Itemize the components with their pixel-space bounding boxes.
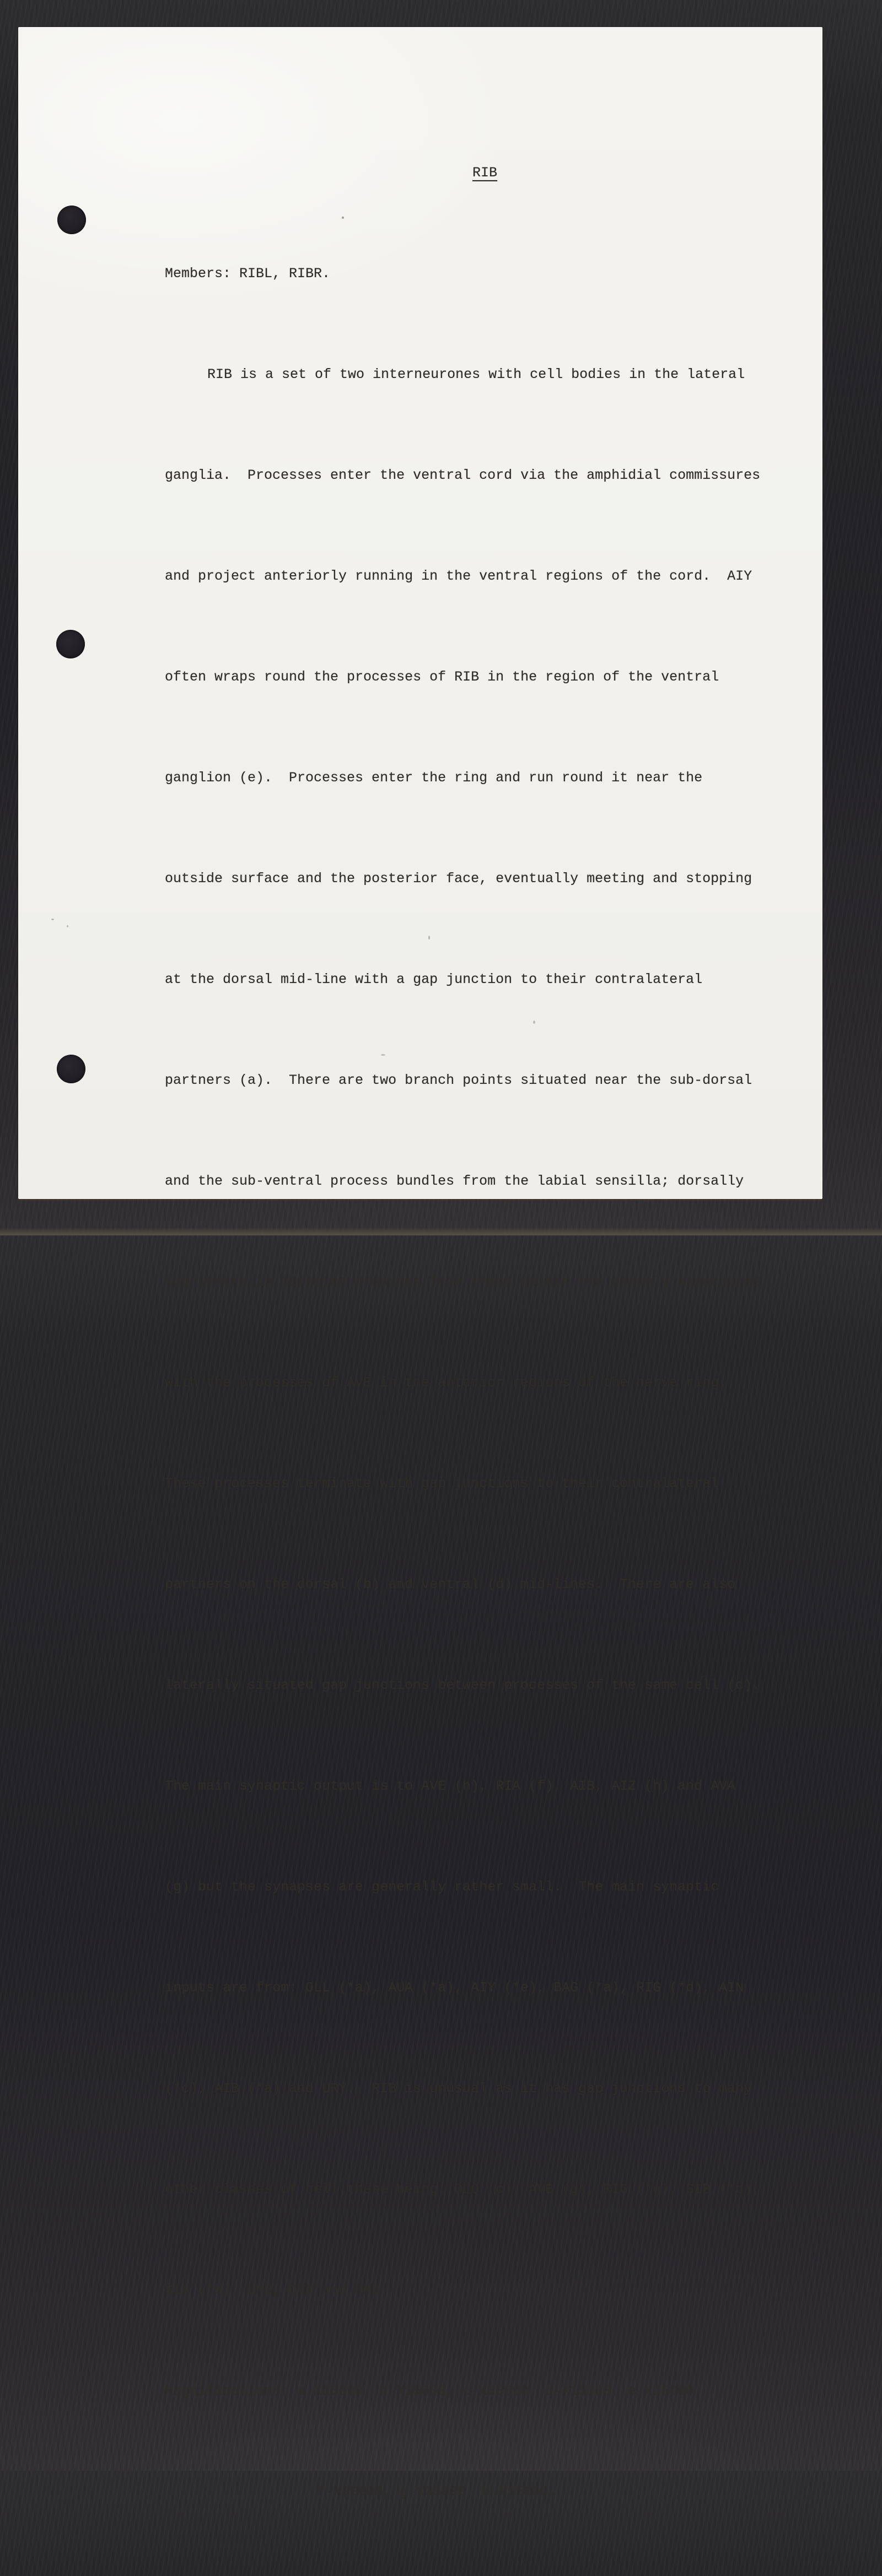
paragraph-line: other classes of cell these being: OLQ (c), AVB (g), RIG (*g), SIB (*c), <box>165 2181 761 2197</box>
page-title: RIB <box>472 165 498 181</box>
punch-hole-top <box>57 206 86 234</box>
paragraph-line: inputs are from: OLL (*a), AUA (*a), AIY (*e), BAG (*a), RIG (*d), AIN <box>165 1980 744 1996</box>
paragraph-line: (g) but the synapses are generally rather small. The main synaptic <box>165 1879 719 1895</box>
scan-speck <box>67 925 68 927</box>
punch-hole-middle <box>56 630 85 658</box>
document-text-block <box>165 190 815 2576</box>
members-line: Members: RIBL, RIBR. <box>165 266 331 282</box>
paragraph-line: These processes terminate with gap junctions to their contralateral <box>165 1476 719 1492</box>
paragraph-line: partners (a). There are two branch points situated near the sub-dorsal <box>165 1072 752 1088</box>
scan-speck <box>428 936 430 939</box>
paragraph-line: and project anteriorly running in the ventral regions of the cord. AIY <box>165 568 752 584</box>
paragraph-line: partners on the dorsal (b) and ventral (d) mid-lines. There are also <box>165 1576 736 1592</box>
scanner-bed-edge <box>0 1228 882 1235</box>
scan-speck <box>51 919 54 920</box>
scan-speck <box>381 1054 385 1056</box>
paragraph-line: with the processes of AVE in the anterior regions of the nerve ring. <box>165 1375 728 1391</box>
magnifications-line-2: f-X30000, g-X30000, h-X15000. <box>317 2484 557 2500</box>
magnifications-line-1: Magnifications: a-X15000, b-X15000, c-X30000, d-X15000, e-X15000, <box>165 2383 703 2399</box>
scan-speck <box>533 1020 535 1024</box>
paragraph-line: SIA (*a), SMB, DVB and SMD. <box>165 2282 389 2298</box>
paragraph-line: often wraps round the processes of RIB in the region of the ventral <box>165 669 719 685</box>
paragraph-line: and ventrally directed branches from these points run closely associated <box>165 1274 761 1290</box>
paragraph-line: (*c), AIB (*a) and URY. RIB is unusual as it has gap junctions to many <box>165 2081 752 2097</box>
paragraph-line: at the dorsal mid-line with a gap junction to their contralateral <box>165 971 703 987</box>
paragraph-line: and the sub-ventral process bundles from the labial sensilla; dorsally <box>165 1173 744 1189</box>
scan-speck <box>342 217 344 219</box>
paragraph-line: outside surface and the posterior face, eventually meeting and stopping <box>165 871 752 887</box>
paragraph-line: The main synaptic output is to AVE (h), RIA (f), AIB, AIZ (h) and AVA <box>165 1778 736 1794</box>
paragraph-line: laterally situated gap junctions between processes of the same cell (c). <box>165 1677 761 1693</box>
paragraph-line: RIB is a set of two interneurones with cell bodies in the lateral <box>207 366 745 382</box>
paragraph-line: ganglion (e). Processes enter the ring and run round it near the <box>165 770 703 786</box>
paragraph-line: ganglia. Processes enter the ventral cord via the amphidial commissures <box>165 467 761 483</box>
document-page <box>18 27 822 2500</box>
punch-hole-bottom <box>57 1055 85 1083</box>
